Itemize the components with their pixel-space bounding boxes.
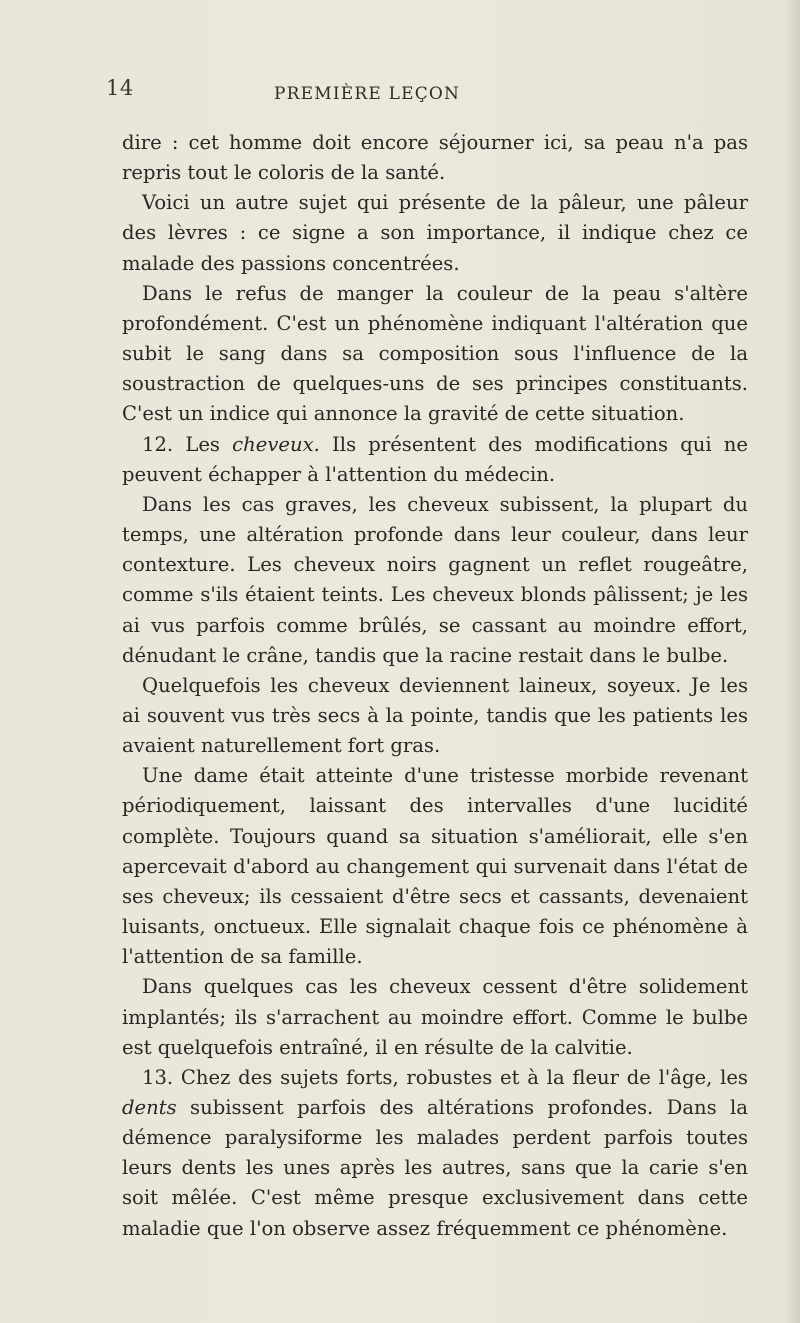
section-13-text: subissent parfois des altérations profondes. Dans la démence paralysiforme les malades perdent parfois toutes leurs dents les unes après les autres, sans que la carie s'en soit mêlée. C'est même presque exclusivement dans cette maladie que l'on observe assez fréquemment ce phénomène. [122,1096,748,1240]
section-13-heading-paragraph [122,1063,748,1244]
paragraph-3-text: Dans le refus de manger la couleur de la peau s'altère profondément. C'est un phénomène indiquant l'altération que subit le sang dans sa composition sous l'influence de la soustraction de quelques-uns de ses principes constituants. C'est un indice qui annonce la gravité de cette situation. [122,281,748,426]
paragraph-2-text: Voici un autre sujet qui présente de la pâleur, une pâleur des lèvres : ce signe a son importance, il indique chez ce malade des passions concentrées. [122,191,748,275]
body-text [122,128,748,1244]
section-13-italic-term: dents [122,1096,177,1119]
paragraph-3 [122,279,748,430]
section-12-heading-paragraph [122,430,748,490]
running-head [0,76,800,106]
page-edge-shadow [786,0,800,1323]
paragraph-1-text: dire : cet homme doit encore séjourner ici, sa peau n'a pas repris tout le coloris de la santé. [122,131,748,185]
section-12-lead: 12. Les [142,432,233,456]
paragraph-8-text: Dans quelques cas les cheveux cessent d'être solidement implantés; ils s'arrachent au moindre effort. Comme le bulbe est quelquefois entraîné, il en résulte de la calvitie. [122,975,748,1059]
running-title: PREMIÈRE LEÇON [274,84,461,104]
section-12-text: Ils présentent des modifications qui ne peuvent échapper à l'attention du médecin. [122,432,748,486]
paragraph-5-text: Dans les cas graves, les cheveux subissent, la plupart du temps, une altération profonde dans leur couleur, dans leur contexture. Les cheveux noirs gagnent un reflet rougeâtre, comme s'ils étaient teints. Les cheveux blonds pâlissent; je les ai vus parfois comme brûlés, se cassant au moindre effort, dénudant le crâne, tandis que la racine restait dans le bulbe. [122,492,748,667]
paragraph-5 [122,490,748,671]
page-number: 14 [106,76,134,100]
paragraph-2 [122,188,748,278]
section-12-italic-term: cheveux. [232,432,320,456]
paragraph-8 [122,972,748,1062]
paragraph-7 [122,761,748,972]
paragraph-6 [122,671,748,761]
section-13-lead: 13. Chez des sujets forts, robustes et à la fleur de l'âge, les [142,1065,748,1089]
paragraph-6-text: Quelquefois les cheveux deviennent laineux, soyeux. Je les ai souvent vus très secs à la pointe, tandis que les patients les avaient naturellement fort gras. [122,673,748,758]
paragraph-1 [122,128,748,188]
paragraph-7-text: Une dame était atteinte d'une tristesse morbide revenant périodiquement, laissant des intervalles d'une lucidité complète. Toujours quand sa situation s'améliorait, elle s'en apercevait d'abord au changement qui survenait dans l'état de ses cheveux; ils cessaient d'être secs et cassants, devenaient luisants, onctueux. Elle signalait chaque fois ce phénomène à l'attention de sa famille. [122,764,748,969]
